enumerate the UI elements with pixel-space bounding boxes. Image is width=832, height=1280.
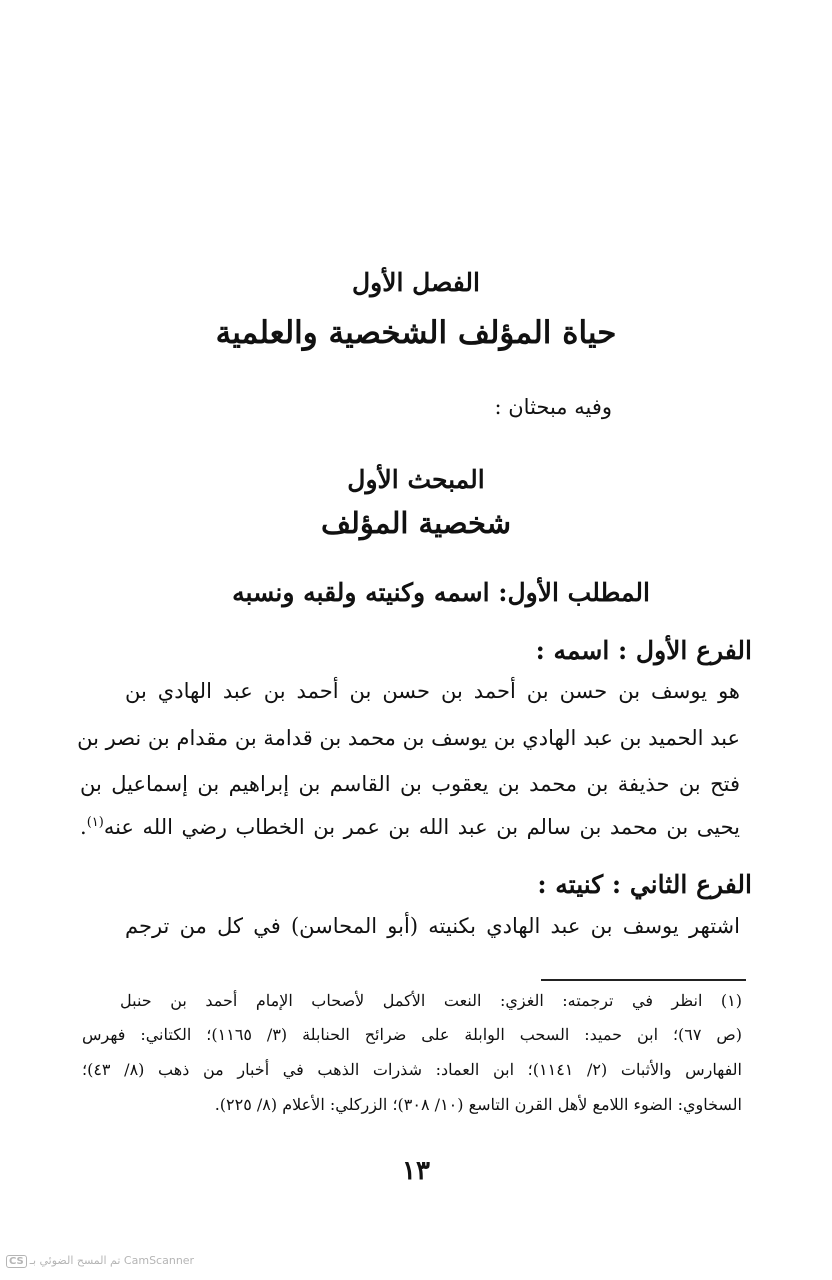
- branch-2-heading: الفرع الثاني : كنيته :: [537, 870, 752, 899]
- branch-1-line-2: عبد الحميد بن عبد الهادي بن يوسف بن محمد بن قدامة بن مقدام بن نصر بن: [77, 726, 740, 750]
- intro-line: وفيه مبحثان :: [494, 395, 612, 419]
- section-title: شخصية المؤلف: [320, 506, 512, 540]
- footnote-ref: (١): [86, 815, 104, 830]
- footnote-line-3: الفهارس والأثبات (٢/ ١١٤١)؛ ابن العماد: شذرات الذهب في أخبار من ذهب (٨/ ٤٣)؛: [82, 1060, 742, 1079]
- chapter-title: حياة المؤلف الشخصية والعلمية: [215, 315, 617, 351]
- matlab-heading: المطلب الأول: اسمه وكنيته ولقبه ونسبه: [232, 578, 650, 607]
- branch-1-line-1: هو يوسف بن حسن بن أحمد بن حسن بن أحمد بن عبد الهادي بن: [125, 679, 740, 703]
- branch-1-line-4: [80, 815, 740, 839]
- footnote-line-1: (١) انظر في ترجمته: الغزي: النعت الأكمل لأصحاب الإمام أحمد بن حنبل: [120, 991, 742, 1010]
- branch-1-line-4-text: يحيى بن محمد بن سالم بن عبد الله بن عمر بن الخطاب رضي الله عنه: [103, 815, 740, 839]
- camscanner-watermark: [6, 1254, 194, 1268]
- watermark-text: تم المسح الضوئي بـ CamScanner: [29, 1254, 195, 1267]
- section-label: المبحث الأول: [347, 465, 485, 494]
- end-mark: .: [80, 815, 87, 839]
- camscanner-logo-icon: CS: [6, 1255, 27, 1268]
- branch-1-heading: الفرع الأول : اسمه :: [535, 636, 752, 665]
- page-number: ١٣: [402, 1156, 430, 1186]
- footnote-line-2: (ص ٦٧)؛ ابن حميد: السحب الوابلة على ضرائح الحنابلة (٣/ ١١٦٥)؛ الكتاني: فهرس: [82, 1025, 743, 1044]
- branch-1-line-3: فتح بن حذيفة بن محمد بن يعقوب بن القاسم بن إبراهيم بن إسماعيل بن: [80, 772, 740, 796]
- footnote-line-4: السخاوي: الضوء اللامع لأهل القرن التاسع (١٠/ ٣٠٨)؛ الزركلي: الأعلام (٨/ ٢٢٥).: [214, 1095, 742, 1114]
- branch-2-line-1: اشتهر يوسف بن عبد الهادي بكنيته (أبو المحاسن) في كل من ترجم: [125, 914, 740, 938]
- footnote-divider: [541, 979, 746, 981]
- chapter-label: الفصل الأول: [352, 268, 480, 297]
